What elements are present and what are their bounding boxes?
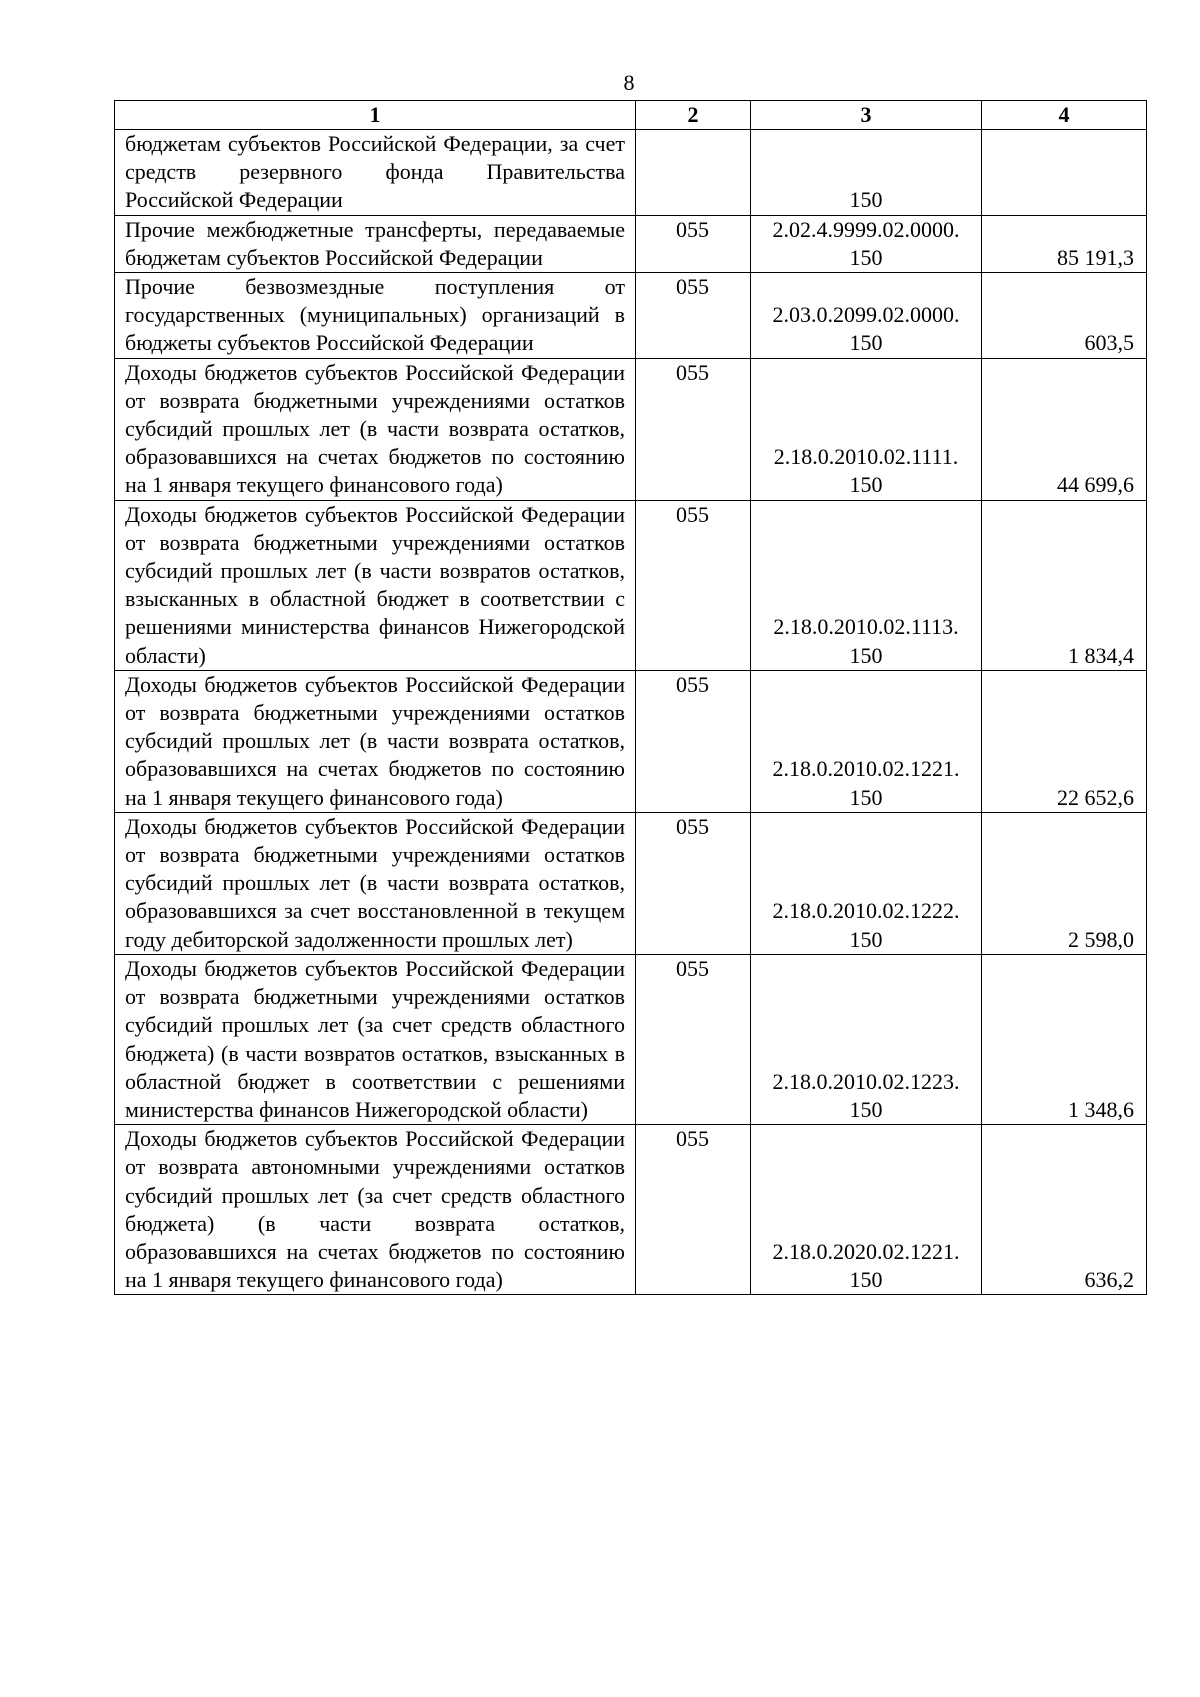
table-row [115,130,1147,216]
row-kbk-line2: 150 [849,1096,883,1122]
table-row [115,215,1147,272]
row-kbk-line1: 2.18.0.2010.02.1223. [772,1068,960,1094]
row-amount: 1 348,6 [982,954,1147,1124]
row-amount: 1 834,4 [982,500,1147,670]
row-amount: 2 598,0 [982,812,1147,954]
page-number: 8 [623,70,635,95]
row-admin-code: 055 [636,500,751,670]
row-kbk-line1: 2.18.0.2010.02.1113. [773,614,959,640]
row-amount: 85 191,3 [982,215,1147,272]
row-kbk-line1: 2.18.0.2010.02.1111. [773,444,959,470]
row-kbk [751,812,982,954]
row-kbk-line2: 150 [849,244,883,270]
row-amount: 44 699,6 [982,358,1147,500]
row-description: Доходы бюджетов субъектов Российской Федерации от возврата автономными учреждениями остатков субсидий прошлых лет (за счет средств областного бюджета) (в части возврата остатков, образовавшихся на счетах бюджетов по состоянию на 1 января текущего финансового года) [115,1125,636,1295]
row-kbk [751,358,982,500]
header-row [115,101,1147,130]
row-kbk [751,500,982,670]
row-description: Доходы бюджетов субъектов Российской Федерации от возврата бюджетными учреждениями остатков субсидий прошлых лет (за счет средств областного бюджета) (в части возвратов остатков, взысканных в областной бюджет в соответствии с решениями министерства финансов Нижегородской области) [115,954,636,1124]
row-kbk [751,670,982,812]
header-col-3: 3 [751,101,982,130]
row-description: Доходы бюджетов субъектов Российской Федерации от возврата бюджетными учреждениями остатков субсидий прошлых лет (в части возвратов остатков, взысканных в областной бюджет в соответствии с решениями министерства финансов Нижегородской области) [115,500,636,670]
row-admin-code: 055 [636,954,751,1124]
row-kbk-line2: 150 [849,330,883,356]
row-kbk [751,273,982,359]
row-admin-code: 055 [636,358,751,500]
row-kbk-line1: 2.18.0.2010.02.1222. [772,898,960,924]
row-kbk-line1: 2.18.0.2020.02.1221. [772,1238,960,1264]
row-admin-code: 055 [636,812,751,954]
row-amount: 636,2 [982,1125,1147,1295]
table-row [115,954,1147,1124]
row-kbk-line1: 2.18.0.2010.02.1221. [772,756,960,782]
table-row [115,812,1147,954]
row-amount [982,130,1147,216]
row-kbk-line2: 150 [849,642,883,668]
row-kbk [751,1125,982,1295]
table-row [115,1125,1147,1295]
row-kbk-line2: 150 [849,187,883,213]
row-description: Доходы бюджетов субъектов Российской Федерации от возврата бюджетными учреждениями остатков субсидий прошлых лет (в части возврата остатков, образовавшихся за счет восстановленной в текущем году дебиторской задолженности прошлых лет) [115,812,636,954]
row-kbk [751,130,982,216]
row-kbk-line1: 2.03.0.2099.02.0000. [772,302,960,328]
row-description: Доходы бюджетов субъектов Российской Федерации от возврата бюджетными учреждениями остатков субсидий прошлых лет (в части возврата остатков, образовавшихся на счетах бюджетов по состоянию на 1 января текущего финансового года) [115,670,636,812]
row-kbk-line2: 150 [849,472,883,498]
table-row [115,273,1147,359]
row-kbk [751,954,982,1124]
row-admin-code: 055 [636,273,751,359]
table-row [115,358,1147,500]
table-row [115,670,1147,812]
header-col-2: 2 [636,101,751,130]
row-admin-code: 055 [636,670,751,812]
row-admin-code [636,130,751,216]
budget-table [114,100,1147,1295]
row-description: бюджетам субъектов Российской Федерации, за счет средств резервного фонда Правительства Российской Федерации [115,130,636,216]
row-kbk-line2: 150 [849,784,883,810]
row-amount: 603,5 [982,273,1147,359]
row-kbk-line1: 2.02.4.9999.02.0000. [772,216,960,242]
header-col-4: 4 [982,101,1147,130]
row-admin-code: 055 [636,215,751,272]
header-col-1: 1 [115,101,636,130]
row-amount: 22 652,6 [982,670,1147,812]
row-kbk-line2: 150 [849,926,883,952]
row-description: Прочие межбюджетные трансферты, передаваемые бюджетам субъектов Российской Федерации [115,215,636,272]
row-description: Прочие безвозмездные поступления от государственных (муниципальных) организаций в бюджеты субъектов Российской Федерации [115,273,636,359]
row-kbk [751,215,982,272]
row-admin-code: 055 [636,1125,751,1295]
row-description: Доходы бюджетов субъектов Российской Федерации от возврата бюджетными учреждениями остатков субсидий прошлых лет (в части возврата остатков, образовавшихся на счетах бюджетов по состоянию на 1 января текущего финансового года) [115,358,636,500]
table-row [115,500,1147,670]
row-kbk-line2: 150 [849,1267,883,1293]
